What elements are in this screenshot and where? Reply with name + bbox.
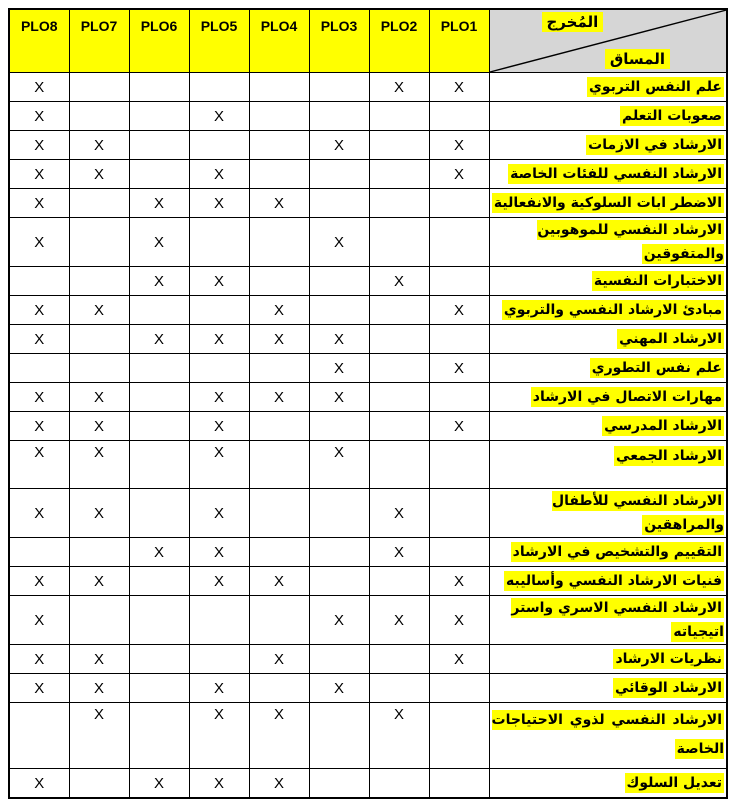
mark-cell <box>429 267 489 296</box>
mark-cell: X <box>9 674 69 703</box>
mark-cell: X <box>189 769 249 799</box>
mark-cell <box>69 325 129 354</box>
mark-cell: X <box>369 73 429 102</box>
course-name: تعديل السلوك <box>626 775 722 791</box>
mark-cell: X <box>429 412 489 441</box>
mark-cell <box>369 354 429 383</box>
plo-column-header-plo8: PLO8 <box>9 9 69 73</box>
course-name: علم النفس التربوي <box>589 79 722 95</box>
mark-cell: X <box>129 538 189 567</box>
mark-cell <box>249 596 309 645</box>
mark-cell: X <box>429 567 489 596</box>
mark-cell <box>309 412 369 441</box>
course-row <box>9 131 727 160</box>
mark-cell: X <box>429 596 489 645</box>
mark-cell <box>249 73 309 102</box>
course-name: فنيات الارشاد النفسي وأساليبه <box>506 573 722 589</box>
course-name: الارشاد في الازمات <box>588 137 722 153</box>
mark-cell <box>309 769 369 799</box>
mark-cell: X <box>429 296 489 325</box>
mark-cell <box>9 703 69 769</box>
mark-cell: X <box>189 160 249 189</box>
mark-cell <box>429 769 489 799</box>
course-name: الارشاد النفسي للأطفال والمراهقين <box>551 493 724 533</box>
mark-cell: X <box>309 325 369 354</box>
mark-cell <box>129 296 189 325</box>
mark-cell <box>249 131 309 160</box>
mark-cell: X <box>189 102 249 131</box>
course-cell <box>489 73 727 102</box>
course-cell <box>489 412 727 441</box>
course-row <box>9 267 727 296</box>
mark-cell <box>249 538 309 567</box>
mark-cell: X <box>369 703 429 769</box>
mark-cell <box>309 73 369 102</box>
mark-cell <box>249 160 309 189</box>
course-row <box>9 674 727 703</box>
mark-cell: X <box>309 354 369 383</box>
mark-cell <box>69 538 129 567</box>
mark-cell <box>189 73 249 102</box>
mark-cell <box>129 703 189 769</box>
mark-cell: X <box>69 131 129 160</box>
mark-cell: X <box>189 325 249 354</box>
mark-cell <box>69 267 129 296</box>
course-cell <box>489 596 727 645</box>
course-row <box>9 538 727 567</box>
mark-cell <box>129 354 189 383</box>
mark-cell: X <box>429 354 489 383</box>
mark-cell <box>189 218 249 267</box>
mark-cell: X <box>69 160 129 189</box>
course-name: صعوبات التعلم <box>621 108 722 124</box>
mark-cell <box>309 538 369 567</box>
mark-cell: X <box>249 703 309 769</box>
mark-cell: X <box>249 189 309 218</box>
mark-cell: X <box>309 674 369 703</box>
mark-cell <box>249 267 309 296</box>
mark-cell <box>249 412 309 441</box>
course-cell <box>489 354 727 383</box>
mark-cell <box>369 645 429 674</box>
mark-cell: X <box>9 325 69 354</box>
mark-cell: X <box>429 160 489 189</box>
course-cell <box>489 218 727 267</box>
mark-cell: X <box>189 703 249 769</box>
course-name: علم نفس التطوري <box>591 360 722 376</box>
mark-cell <box>369 383 429 412</box>
mark-cell: X <box>429 73 489 102</box>
mark-cell <box>369 296 429 325</box>
course-name: الارشاد الوقائي <box>614 680 722 696</box>
mark-cell <box>369 412 429 441</box>
mark-cell: X <box>249 645 309 674</box>
mark-cell <box>189 131 249 160</box>
mark-cell <box>369 131 429 160</box>
course-cell <box>489 441 727 489</box>
mark-cell: X <box>429 645 489 674</box>
course-cell <box>489 102 727 131</box>
course-name: الارشاد النفسي الاسري واستر اتيجياته <box>511 600 724 640</box>
mark-cell: X <box>309 218 369 267</box>
course-cell <box>489 383 727 412</box>
course-name: مهارات الاتصال في الارشاد <box>532 389 722 405</box>
mark-cell: X <box>69 489 129 538</box>
mark-cell <box>309 267 369 296</box>
course-cell <box>489 189 727 218</box>
plo-column-header-plo2: PLO2 <box>369 9 429 73</box>
table-body <box>9 73 727 799</box>
mark-cell: X <box>189 189 249 218</box>
corner-header-cell <box>489 9 727 73</box>
course-cell <box>489 267 727 296</box>
mark-cell <box>129 160 189 189</box>
mark-cell: X <box>249 383 309 412</box>
mark-cell <box>249 674 309 703</box>
mark-cell <box>429 383 489 412</box>
mark-cell <box>309 567 369 596</box>
mark-cell: X <box>9 412 69 441</box>
course-cell <box>489 160 727 189</box>
mark-cell <box>309 296 369 325</box>
course-row <box>9 218 727 267</box>
course-cell <box>489 489 727 538</box>
mark-cell <box>429 189 489 218</box>
course-name: الارشاد الجمعي <box>616 448 722 464</box>
course-row <box>9 769 727 799</box>
course-row <box>9 489 727 538</box>
course-row <box>9 325 727 354</box>
course-row <box>9 189 727 218</box>
outcome-axis-label: المُخرج <box>542 12 604 32</box>
mark-cell: X <box>369 538 429 567</box>
mark-cell: X <box>9 296 69 325</box>
mark-cell <box>189 645 249 674</box>
mark-cell: X <box>249 296 309 325</box>
mark-cell <box>249 441 309 489</box>
mark-cell <box>369 160 429 189</box>
mark-cell: X <box>189 383 249 412</box>
mark-cell <box>309 703 369 769</box>
mark-cell <box>249 354 309 383</box>
mark-cell: X <box>9 160 69 189</box>
mark-cell: X <box>129 769 189 799</box>
mark-cell <box>429 703 489 769</box>
mark-cell <box>129 412 189 441</box>
mark-cell: X <box>189 489 249 538</box>
mark-cell: X <box>9 769 69 799</box>
course-name: الاختبارات النفسية <box>593 273 722 289</box>
mark-cell: X <box>69 703 129 769</box>
mark-cell <box>129 674 189 703</box>
mark-cell: X <box>189 538 249 567</box>
course-row <box>9 383 727 412</box>
mark-cell <box>429 102 489 131</box>
course-cell <box>489 296 727 325</box>
mark-cell: X <box>69 296 129 325</box>
course-name: التقييم والتشخيص في الارشاد <box>512 544 722 560</box>
course-name: مبادئ الارشاد النفسي والتربوي <box>503 302 722 318</box>
course-cell <box>489 325 727 354</box>
mark-cell <box>249 489 309 538</box>
mark-cell <box>69 596 129 645</box>
course-name: نظريات الارشاد <box>615 651 722 667</box>
course-name: الارشاد النفسي للفئات الخاصة <box>510 166 722 182</box>
mark-cell: X <box>249 567 309 596</box>
mark-cell <box>9 267 69 296</box>
course-cell <box>489 567 727 596</box>
mark-cell <box>369 218 429 267</box>
mark-cell <box>129 131 189 160</box>
mark-cell <box>129 102 189 131</box>
mark-cell <box>369 567 429 596</box>
course-row <box>9 412 727 441</box>
course-row <box>9 703 727 769</box>
mark-cell <box>69 73 129 102</box>
course-name: الارشاد المدرسي <box>604 418 722 434</box>
course-cell <box>489 703 727 769</box>
mark-cell: X <box>189 412 249 441</box>
mark-cell: X <box>429 131 489 160</box>
mark-cell: X <box>9 131 69 160</box>
mark-cell: X <box>9 489 69 538</box>
mark-cell: X <box>129 267 189 296</box>
mark-cell <box>9 354 69 383</box>
mark-cell: X <box>189 267 249 296</box>
mark-cell: X <box>129 325 189 354</box>
mark-cell <box>309 102 369 131</box>
mark-cell <box>429 489 489 538</box>
mark-cell <box>369 674 429 703</box>
mark-cell: X <box>249 769 309 799</box>
mark-cell <box>129 489 189 538</box>
course-name: الارشاد النفسي لذوي الاحتياجات الخاصة <box>491 712 724 757</box>
course-row <box>9 354 727 383</box>
mark-cell: X <box>9 218 69 267</box>
mark-cell: X <box>69 674 129 703</box>
mark-cell: X <box>309 596 369 645</box>
mark-cell <box>189 296 249 325</box>
mark-cell <box>189 354 249 383</box>
mark-cell: X <box>129 218 189 267</box>
mark-cell: X <box>69 383 129 412</box>
mark-cell: X <box>69 441 129 489</box>
mark-cell <box>369 102 429 131</box>
mark-cell: X <box>69 567 129 596</box>
mark-cell <box>249 102 309 131</box>
mark-cell <box>129 567 189 596</box>
course-cell <box>489 645 727 674</box>
mark-cell: X <box>9 73 69 102</box>
mark-cell <box>69 769 129 799</box>
mark-cell <box>69 189 129 218</box>
mark-cell <box>129 441 189 489</box>
mark-cell <box>189 596 249 645</box>
mark-cell <box>369 189 429 218</box>
mark-cell <box>69 218 129 267</box>
mark-cell <box>369 441 429 489</box>
mark-cell <box>309 189 369 218</box>
course-name: الاضطر ابات السلوكية والانفعالية <box>493 195 722 211</box>
course-row <box>9 160 727 189</box>
mark-cell: X <box>9 102 69 131</box>
mark-cell: X <box>9 596 69 645</box>
mark-cell: X <box>9 441 69 489</box>
mark-cell: X <box>69 645 129 674</box>
course-cell <box>489 538 727 567</box>
plo-column-header-plo1: PLO1 <box>429 9 489 73</box>
course-row <box>9 596 727 645</box>
mark-cell <box>129 596 189 645</box>
mark-cell <box>309 160 369 189</box>
mark-cell <box>369 325 429 354</box>
mark-cell <box>429 218 489 267</box>
mark-cell: X <box>189 674 249 703</box>
mark-cell <box>309 489 369 538</box>
course-row <box>9 102 727 131</box>
course-row <box>9 645 727 674</box>
plo-column-header-plo5: PLO5 <box>189 9 249 73</box>
mark-cell <box>429 674 489 703</box>
mark-cell: X <box>9 383 69 412</box>
course-row <box>9 441 727 489</box>
course-axis-label: المساق <box>605 49 670 69</box>
course-cell <box>489 769 727 799</box>
mark-cell: X <box>309 383 369 412</box>
mark-cell: X <box>9 189 69 218</box>
course-row <box>9 73 727 102</box>
mark-cell: X <box>129 189 189 218</box>
mark-cell <box>129 645 189 674</box>
header-row <box>9 9 727 73</box>
mark-cell: X <box>69 412 129 441</box>
plo-mapping-table <box>8 8 728 799</box>
mark-cell <box>9 538 69 567</box>
mark-cell <box>309 645 369 674</box>
course-row <box>9 567 727 596</box>
course-cell <box>489 674 727 703</box>
mark-cell <box>369 769 429 799</box>
plo-column-header-plo3: PLO3 <box>309 9 369 73</box>
mark-cell <box>429 325 489 354</box>
mark-cell: X <box>189 567 249 596</box>
mark-cell: X <box>309 131 369 160</box>
mark-cell: X <box>369 267 429 296</box>
course-name: الارشاد المهني <box>619 331 722 347</box>
mark-cell <box>429 538 489 567</box>
course-name: الارشاد النفسي للموهوبين والمتفوقين <box>537 222 724 262</box>
mark-cell: X <box>249 325 309 354</box>
course-cell <box>489 131 727 160</box>
mark-cell: X <box>369 596 429 645</box>
plo-column-header-plo6: PLO6 <box>129 9 189 73</box>
mark-cell: X <box>309 441 369 489</box>
mark-cell: X <box>369 489 429 538</box>
plo-column-header-plo4: PLO4 <box>249 9 309 73</box>
mark-cell <box>129 73 189 102</box>
mark-cell <box>69 354 129 383</box>
plo-column-header-plo7: PLO7 <box>69 9 129 73</box>
mark-cell: X <box>9 645 69 674</box>
mark-cell <box>129 383 189 412</box>
mark-cell <box>69 102 129 131</box>
mark-cell: X <box>189 441 249 489</box>
course-row <box>9 296 727 325</box>
mark-cell <box>249 218 309 267</box>
mark-cell <box>429 441 489 489</box>
mark-cell: X <box>9 567 69 596</box>
